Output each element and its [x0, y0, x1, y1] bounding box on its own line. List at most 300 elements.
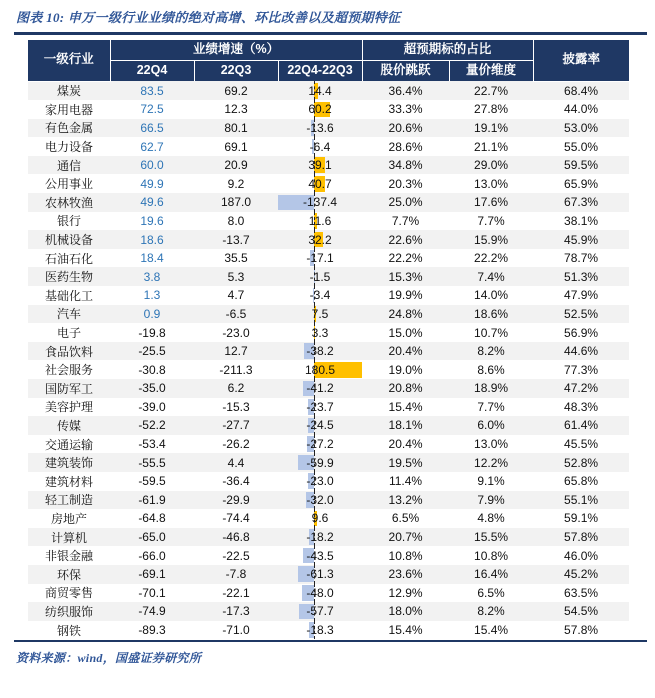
cell-volume-price-pct: 9.1%	[449, 472, 533, 491]
cell-industry: 传媒	[28, 416, 110, 435]
cell-22q4: 19.6	[110, 212, 194, 231]
cell-disclosure-rate: 55.0%	[533, 137, 629, 156]
cell-22q3: 12.7	[194, 342, 278, 361]
cell-volume-price-pct: 27.8%	[449, 100, 533, 119]
cell-disclosure-rate: 55.1%	[533, 491, 629, 510]
cell-22q3: 80.1	[194, 119, 278, 138]
cell-22q3: 69.1	[194, 137, 278, 156]
cell-q4q3-diff	[278, 621, 362, 640]
cell-q4q3-diff	[278, 546, 362, 565]
diff-value: -1.5	[310, 270, 331, 284]
cell-22q3: -17.3	[194, 602, 278, 621]
cell-disclosure-rate: 59.1%	[533, 509, 629, 528]
cell-price-jump-pct: 6.5%	[362, 509, 449, 528]
source-note: 资料来源：wind，国盛证券研究所	[16, 649, 645, 666]
cell-q4q3-diff	[278, 100, 362, 119]
cell-q4q3-diff	[278, 416, 362, 435]
table-row	[28, 174, 629, 193]
diff-value: -48.0	[306, 586, 333, 600]
table-row	[28, 453, 629, 472]
cell-price-jump-pct: 7.7%	[362, 212, 449, 231]
cell-price-jump-pct: 20.7%	[362, 528, 449, 547]
header-volume-price: 量价维度	[449, 61, 533, 82]
cell-q4q3-diff	[278, 137, 362, 156]
zero-axis-dashed-line	[314, 360, 315, 379]
zero-axis-dashed-line	[314, 528, 315, 547]
table-row	[28, 584, 629, 603]
cell-disclosure-rate: 52.8%	[533, 453, 629, 472]
diff-value: -43.5	[306, 549, 333, 563]
zero-axis-dashed-line	[314, 416, 315, 435]
cell-price-jump-pct: 15.4%	[362, 621, 449, 640]
cell-22q3: -6.5	[194, 305, 278, 324]
diff-value: 3.3	[312, 326, 329, 340]
diff-value: -13.6	[306, 121, 333, 135]
cell-price-jump-pct: 15.0%	[362, 323, 449, 342]
cell-industry: 汽车	[28, 305, 110, 324]
cell-22q3: -74.4	[194, 509, 278, 528]
table-row	[28, 472, 629, 491]
zero-axis-dashed-line	[314, 249, 315, 268]
cell-22q3: -211.3	[194, 360, 278, 379]
cell-volume-price-pct: 21.1%	[449, 137, 533, 156]
cell-volume-price-pct: 19.1%	[449, 119, 533, 138]
cell-volume-price-pct: 7.7%	[449, 212, 533, 231]
cell-volume-price-pct: 13.0%	[449, 174, 533, 193]
cell-industry: 计算机	[28, 528, 110, 547]
cell-industry: 房地产	[28, 509, 110, 528]
cell-22q4: 72.5	[110, 100, 194, 119]
cell-22q4: 66.5	[110, 119, 194, 138]
cell-22q3: -7.8	[194, 565, 278, 584]
cell-q4q3-diff	[278, 379, 362, 398]
cell-22q3: -71.0	[194, 621, 278, 640]
cell-price-jump-pct: 33.3%	[362, 100, 449, 119]
diff-value: 11.6	[309, 214, 331, 228]
cell-industry: 轻工制造	[28, 491, 110, 510]
cell-q4q3-diff	[278, 174, 362, 193]
cell-industry: 电子	[28, 323, 110, 342]
diff-value: -17.1	[306, 251, 333, 265]
cell-volume-price-pct: 6.0%	[449, 416, 533, 435]
cell-volume-price-pct: 18.6%	[449, 305, 533, 324]
cell-industry: 家用电器	[28, 100, 110, 119]
cell-q4q3-diff	[278, 398, 362, 417]
table-row	[28, 509, 629, 528]
cell-industry: 国防军工	[28, 379, 110, 398]
cell-volume-price-pct: 17.6%	[449, 193, 533, 212]
cell-q4q3-diff	[278, 156, 362, 175]
cell-q4q3-diff	[278, 323, 362, 342]
cell-volume-price-pct: 29.0%	[449, 156, 533, 175]
cell-q4q3-diff	[278, 230, 362, 249]
table-row	[28, 249, 629, 268]
cell-industry: 建筑材料	[28, 472, 110, 491]
cell-price-jump-pct: 11.4%	[362, 472, 449, 491]
cell-22q4: -52.2	[110, 416, 194, 435]
table-row	[28, 379, 629, 398]
cell-volume-price-pct: 22.7%	[449, 81, 533, 100]
zero-axis-dashed-line	[314, 137, 315, 156]
cell-q4q3-diff	[278, 491, 362, 510]
cell-22q4: 60.0	[110, 156, 194, 175]
diff-value: -6.4	[310, 140, 331, 154]
cell-industry: 农林牧渔	[28, 193, 110, 212]
cell-price-jump-pct: 22.6%	[362, 230, 449, 249]
cell-disclosure-rate: 65.9%	[533, 174, 629, 193]
cell-industry: 社会服务	[28, 360, 110, 379]
table-row	[28, 416, 629, 435]
cell-22q3: -46.8	[194, 528, 278, 547]
cell-disclosure-rate: 46.0%	[533, 546, 629, 565]
cell-disclosure-rate: 51.3%	[533, 267, 629, 286]
cell-disclosure-rate: 77.3%	[533, 360, 629, 379]
cell-disclosure-rate: 53.0%	[533, 119, 629, 138]
cell-22q4: 49.9	[110, 174, 194, 193]
table-row	[28, 621, 629, 640]
cell-volume-price-pct: 10.8%	[449, 546, 533, 565]
cell-industry: 煤炭	[28, 81, 110, 100]
cell-q4q3-diff	[278, 193, 362, 212]
cell-22q3: 4.7	[194, 286, 278, 305]
cell-disclosure-rate: 47.2%	[533, 379, 629, 398]
cell-22q4: -59.5	[110, 472, 194, 491]
cell-volume-price-pct: 15.5%	[449, 528, 533, 547]
cell-22q4: -64.8	[110, 509, 194, 528]
cell-22q3: -26.2	[194, 435, 278, 454]
cell-volume-price-pct: 8.6%	[449, 360, 533, 379]
diff-value: 60.2	[308, 102, 331, 116]
cell-disclosure-rate: 45.5%	[533, 435, 629, 454]
cell-q4q3-diff	[278, 360, 362, 379]
table-row	[28, 230, 629, 249]
diff-value: -57.7	[306, 604, 333, 618]
cell-price-jump-pct: 12.9%	[362, 584, 449, 603]
diff-value: 9.6	[312, 511, 329, 525]
cell-22q3: -29.9	[194, 491, 278, 510]
cell-22q4: -35.0	[110, 379, 194, 398]
header-beat-group: 超预期标的占比	[362, 40, 533, 61]
cell-22q4: -55.5	[110, 453, 194, 472]
cell-price-jump-pct: 34.8%	[362, 156, 449, 175]
table-row	[28, 323, 629, 342]
cell-22q4: -19.8	[110, 323, 194, 342]
table-bottom-line	[14, 640, 647, 642]
cell-22q4: -61.9	[110, 491, 194, 510]
zero-axis-dashed-line	[314, 230, 315, 249]
cell-22q4: 83.5	[110, 81, 194, 100]
cell-volume-price-pct: 18.9%	[449, 379, 533, 398]
cell-22q3: -13.7	[194, 230, 278, 249]
table-row	[28, 305, 629, 324]
diff-value: -137.4	[303, 195, 337, 209]
zero-axis-dashed-line	[314, 621, 315, 640]
cell-industry: 银行	[28, 212, 110, 231]
table-row	[28, 119, 629, 138]
cell-22q4: 3.8	[110, 267, 194, 286]
cell-volume-price-pct: 10.7%	[449, 323, 533, 342]
cell-industry: 食品饮料	[28, 342, 110, 361]
cell-disclosure-rate: 61.4%	[533, 416, 629, 435]
cell-volume-price-pct: 15.4%	[449, 621, 533, 640]
cell-industry: 医药生物	[28, 267, 110, 286]
cell-22q4: 18.4	[110, 249, 194, 268]
diff-value: 7.5	[312, 307, 329, 321]
cell-volume-price-pct: 12.2%	[449, 453, 533, 472]
diff-value: -41.2	[306, 381, 333, 395]
cell-22q4: 49.6	[110, 193, 194, 212]
cell-volume-price-pct: 7.7%	[449, 398, 533, 417]
cell-volume-price-pct: 16.4%	[449, 565, 533, 584]
cell-q4q3-diff	[278, 249, 362, 268]
cell-volume-price-pct: 7.9%	[449, 491, 533, 510]
cell-q4q3-diff	[278, 286, 362, 305]
table-row	[28, 602, 629, 621]
cell-disclosure-rate: 38.1%	[533, 212, 629, 231]
zero-axis-dashed-line	[314, 305, 315, 324]
cell-price-jump-pct: 28.6%	[362, 137, 449, 156]
diff-value: 39.1	[308, 158, 331, 172]
table-row	[28, 528, 629, 547]
cell-price-jump-pct: 15.4%	[362, 398, 449, 417]
cell-price-jump-pct: 20.4%	[362, 435, 449, 454]
diff-value: -32.0	[306, 493, 333, 507]
diff-value: -61.3	[306, 567, 333, 581]
zero-axis-dashed-line	[314, 174, 315, 193]
cell-disclosure-rate: 57.8%	[533, 621, 629, 640]
diff-value: -23.0	[306, 474, 333, 488]
table-row	[28, 137, 629, 156]
cell-industry: 石油石化	[28, 249, 110, 268]
cell-disclosure-rate: 57.8%	[533, 528, 629, 547]
cell-q4q3-diff	[278, 602, 362, 621]
cell-q4q3-diff	[278, 472, 362, 491]
cell-price-jump-pct: 20.8%	[362, 379, 449, 398]
header-22q4: 22Q4	[110, 61, 194, 82]
zero-axis-dashed-line	[314, 286, 315, 305]
table-row	[28, 435, 629, 454]
cell-price-jump-pct: 20.4%	[362, 342, 449, 361]
cell-22q4: 18.6	[110, 230, 194, 249]
cell-industry: 建筑装饰	[28, 453, 110, 472]
cell-q4q3-diff	[278, 267, 362, 286]
cell-industry: 非银金融	[28, 546, 110, 565]
cell-industry: 有色金属	[28, 119, 110, 138]
cell-22q3: -23.0	[194, 323, 278, 342]
cell-22q4: -25.5	[110, 342, 194, 361]
cell-22q3: 4.4	[194, 453, 278, 472]
cell-price-jump-pct: 10.8%	[362, 546, 449, 565]
cell-price-jump-pct: 19.0%	[362, 360, 449, 379]
cell-22q3: 9.2	[194, 174, 278, 193]
cell-industry: 机械设备	[28, 230, 110, 249]
table-row	[28, 342, 629, 361]
cell-q4q3-diff	[278, 509, 362, 528]
diff-value: 32.2	[308, 233, 331, 247]
cell-industry: 公用事业	[28, 174, 110, 193]
cell-22q3: 187.0	[194, 193, 278, 212]
cell-price-jump-pct: 20.6%	[362, 119, 449, 138]
cell-q4q3-diff	[278, 453, 362, 472]
table-row	[28, 491, 629, 510]
diff-value: -59.9	[306, 456, 333, 470]
cell-price-jump-pct: 36.4%	[362, 81, 449, 100]
industry-performance-table	[28, 40, 629, 639]
cell-22q4: -30.8	[110, 360, 194, 379]
diff-value: 180.5	[305, 363, 335, 377]
cell-price-jump-pct: 22.2%	[362, 249, 449, 268]
cell-22q4: 1.3	[110, 286, 194, 305]
cell-disclosure-rate: 47.9%	[533, 286, 629, 305]
cell-industry: 美容护理	[28, 398, 110, 417]
zero-axis-dashed-line	[314, 323, 315, 342]
cell-price-jump-pct: 19.9%	[362, 286, 449, 305]
zero-axis-dashed-line	[314, 602, 315, 621]
cell-disclosure-rate: 65.8%	[533, 472, 629, 491]
cell-22q4: -66.0	[110, 546, 194, 565]
table-row	[28, 156, 629, 175]
cell-volume-price-pct: 7.4%	[449, 267, 533, 286]
diff-value: 14.4	[308, 84, 331, 98]
cell-disclosure-rate: 68.4%	[533, 81, 629, 100]
table-body	[28, 81, 629, 639]
zero-axis-dashed-line	[314, 156, 315, 175]
header-growth-group: 业绩增速（%）	[110, 40, 362, 61]
header-22q4-minus-22q3: 22Q4-22Q3	[278, 61, 362, 82]
cell-22q3: 20.9	[194, 156, 278, 175]
cell-disclosure-rate: 45.9%	[533, 230, 629, 249]
table-row	[28, 267, 629, 286]
cell-industry: 基础化工	[28, 286, 110, 305]
cell-volume-price-pct: 4.8%	[449, 509, 533, 528]
zero-axis-dashed-line	[314, 119, 315, 138]
figure-title: 图表 10: 申万一级行业业绩的绝对高增、环比改善以及超预期特征	[16, 7, 645, 26]
zero-axis-dashed-line	[314, 379, 315, 398]
cell-22q3: -27.7	[194, 416, 278, 435]
table-row	[28, 286, 629, 305]
header-industry: 一级行业	[28, 40, 110, 81]
cell-22q3: -22.1	[194, 584, 278, 603]
cell-q4q3-diff	[278, 528, 362, 547]
cell-22q4: -74.9	[110, 602, 194, 621]
cell-volume-price-pct: 13.0%	[449, 435, 533, 454]
cell-disclosure-rate: 54.5%	[533, 602, 629, 621]
cell-q4q3-diff	[278, 81, 362, 100]
zero-axis-dashed-line	[314, 193, 315, 212]
cell-disclosure-rate: 48.3%	[533, 398, 629, 417]
zero-axis-dashed-line	[314, 491, 315, 510]
diff-value: 40.7	[308, 177, 331, 191]
header-price-jump: 股价跳跃	[362, 61, 449, 82]
table-row	[28, 100, 629, 119]
zero-axis-dashed-line	[314, 100, 315, 119]
cell-disclosure-rate: 44.6%	[533, 342, 629, 361]
cell-22q3: 5.3	[194, 267, 278, 286]
cell-22q4: 62.7	[110, 137, 194, 156]
cell-22q4: -53.4	[110, 435, 194, 454]
zero-axis-dashed-line	[314, 565, 315, 584]
cell-22q3: 12.3	[194, 100, 278, 119]
cell-disclosure-rate: 45.2%	[533, 565, 629, 584]
diff-value: -24.5	[306, 418, 333, 432]
cell-22q3: 35.5	[194, 249, 278, 268]
cell-22q3: -15.3	[194, 398, 278, 417]
cell-industry: 电力设备	[28, 137, 110, 156]
cell-22q4: -70.1	[110, 584, 194, 603]
cell-disclosure-rate: 59.5%	[533, 156, 629, 175]
header-disclosure: 披露率	[533, 40, 629, 81]
zero-axis-dashed-line	[314, 472, 315, 491]
zero-axis-dashed-line	[314, 267, 315, 286]
cell-industry: 交通运输	[28, 435, 110, 454]
table-row	[28, 360, 629, 379]
cell-22q3: 8.0	[194, 212, 278, 231]
cell-price-jump-pct: 19.5%	[362, 453, 449, 472]
table-row	[28, 81, 629, 100]
cell-disclosure-rate: 56.9%	[533, 323, 629, 342]
zero-axis-dashed-line	[314, 212, 315, 231]
cell-price-jump-pct: 25.0%	[362, 193, 449, 212]
table-row	[28, 212, 629, 231]
cell-q4q3-diff	[278, 212, 362, 231]
table-row	[28, 546, 629, 565]
diff-value: -18.2	[306, 530, 333, 544]
cell-volume-price-pct: 6.5%	[449, 584, 533, 603]
cell-disclosure-rate: 44.0%	[533, 100, 629, 119]
cell-price-jump-pct: 15.3%	[362, 267, 449, 286]
zero-axis-dashed-line	[314, 81, 315, 100]
cell-volume-price-pct: 15.9%	[449, 230, 533, 249]
cell-22q3: -36.4	[194, 472, 278, 491]
zero-axis-dashed-line	[314, 509, 315, 528]
cell-22q3: 6.2	[194, 379, 278, 398]
cell-q4q3-diff	[278, 584, 362, 603]
cell-price-jump-pct: 13.2%	[362, 491, 449, 510]
table-row	[28, 565, 629, 584]
cell-price-jump-pct: 24.8%	[362, 305, 449, 324]
cell-q4q3-diff	[278, 119, 362, 138]
diff-value: -18.3	[306, 623, 333, 637]
cell-volume-price-pct: 14.0%	[449, 286, 533, 305]
cell-industry: 纺织服饰	[28, 602, 110, 621]
table-row	[28, 193, 629, 212]
cell-volume-price-pct: 8.2%	[449, 602, 533, 621]
cell-22q3: 69.2	[194, 81, 278, 100]
table-row	[28, 398, 629, 417]
diff-value: -27.2	[306, 437, 333, 451]
cell-price-jump-pct: 18.0%	[362, 602, 449, 621]
cell-22q4: -69.1	[110, 565, 194, 584]
cell-22q4: 0.9	[110, 305, 194, 324]
cell-q4q3-diff	[278, 342, 362, 361]
title-underline	[14, 32, 647, 35]
cell-volume-price-pct: 22.2%	[449, 249, 533, 268]
cell-22q4: -39.0	[110, 398, 194, 417]
cell-22q3: -22.5	[194, 546, 278, 565]
table-header	[28, 40, 629, 81]
cell-q4q3-diff	[278, 435, 362, 454]
header-22q3: 22Q3	[194, 61, 278, 82]
cell-industry: 钢铁	[28, 621, 110, 640]
cell-industry: 环保	[28, 565, 110, 584]
cell-q4q3-diff	[278, 305, 362, 324]
cell-industry: 通信	[28, 156, 110, 175]
cell-disclosure-rate: 52.5%	[533, 305, 629, 324]
cell-price-jump-pct: 23.6%	[362, 565, 449, 584]
cell-price-jump-pct: 20.3%	[362, 174, 449, 193]
zero-axis-dashed-line	[314, 546, 315, 565]
cell-price-jump-pct: 18.1%	[362, 416, 449, 435]
